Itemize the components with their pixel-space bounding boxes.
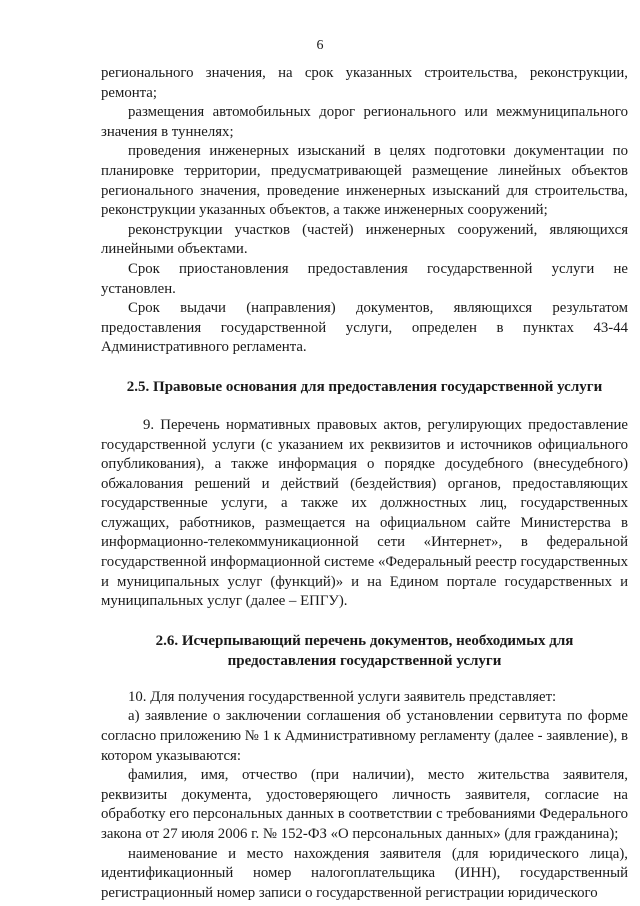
section-heading-2-6: 2.6. Исчерпывающий перечень документов, необходимых для предоставления государственной услуги [155, 632, 574, 669]
paragraph-9: 9. Перечень нормативных правовых актов, регулирующих предоставление государственной услуги (с указанием их реквизитов и источников официального опубликования), а также информация о порядке досудебного (внесудебного) обжалования решений и действий (бездействия) органов, предоставляющих государственные услуги, а также их должностных лиц, государственных служащих, работников, размещается на официальном сайте Министерства в информационно-телекоммуникационной сети «Интернет», в федеральной государственной информационной системе «Федеральный реестр государственных и муниципальных услуг (функций)» и на Едином портале государственных и муниципальных услуг (далее – ЕПГУ). [101, 416, 628, 610]
page-number: 6 [316, 38, 324, 53]
paragraph-tunnels: размещения автомобильных дорог регионального или межмуниципального значения в туннелях; [101, 104, 628, 140]
paragraph-10a: а) заявление о заключении соглашения об установлении сервитута по форме согласно приложению № 1 к Административному регламенту (далее - заявление), в котором указываются: [101, 708, 628, 764]
paragraph-suspension-term: Срок приостановления предоставления государственной услуги не установлен. [101, 260, 628, 297]
paragraph-10: 10. Для получения государственной услуги заявитель представляет: [128, 688, 557, 705]
paragraph-continuation: регионального значения, на срок указанных строительства, реконструкции, ремонта; [101, 65, 628, 101]
document-body [101, 64, 628, 903]
paragraph-legal-entity-data: наименование и место нахождения заявителя (для юридического лица), идентификационный номер налогоплательщика (ИНН), государственный регистрационный номер записи о государственной регистрации юридического [101, 845, 628, 901]
paragraph-issue-term: Срок выдачи (направления) документов, являющихся результатом предоставления государственной услуги, определен в пунктах 43-44 Административного регламента. [101, 300, 628, 356]
section-heading-2-5: 2.5. Правовые основания для предоставления государственной услуги [126, 378, 603, 395]
paragraph-reconstruction: реконструкции участков (частей) инженерных сооружений, являющихся линейными объектами. [101, 221, 628, 258]
paragraph-surveys: проведения инженерных изысканий в целях подготовки документации по планировке территории, предусматривающей размещение линейных объектов регионального значения, проведение инженерных изысканий для строительства, реконструкции указанных объектов, а также инженерных сооружений; [101, 143, 628, 219]
paragraph-citizen-data: фамилия, имя, отчество (при наличии), место жительства заявителя, реквизиты документа, удостоверяющего личность заявителя, согласие на обработку его персональных данных в соответствии с требованиями Федерального закона от 27 июля 2006 г. № 152-ФЗ «О персональных данных» (для гражданина); [101, 767, 628, 842]
